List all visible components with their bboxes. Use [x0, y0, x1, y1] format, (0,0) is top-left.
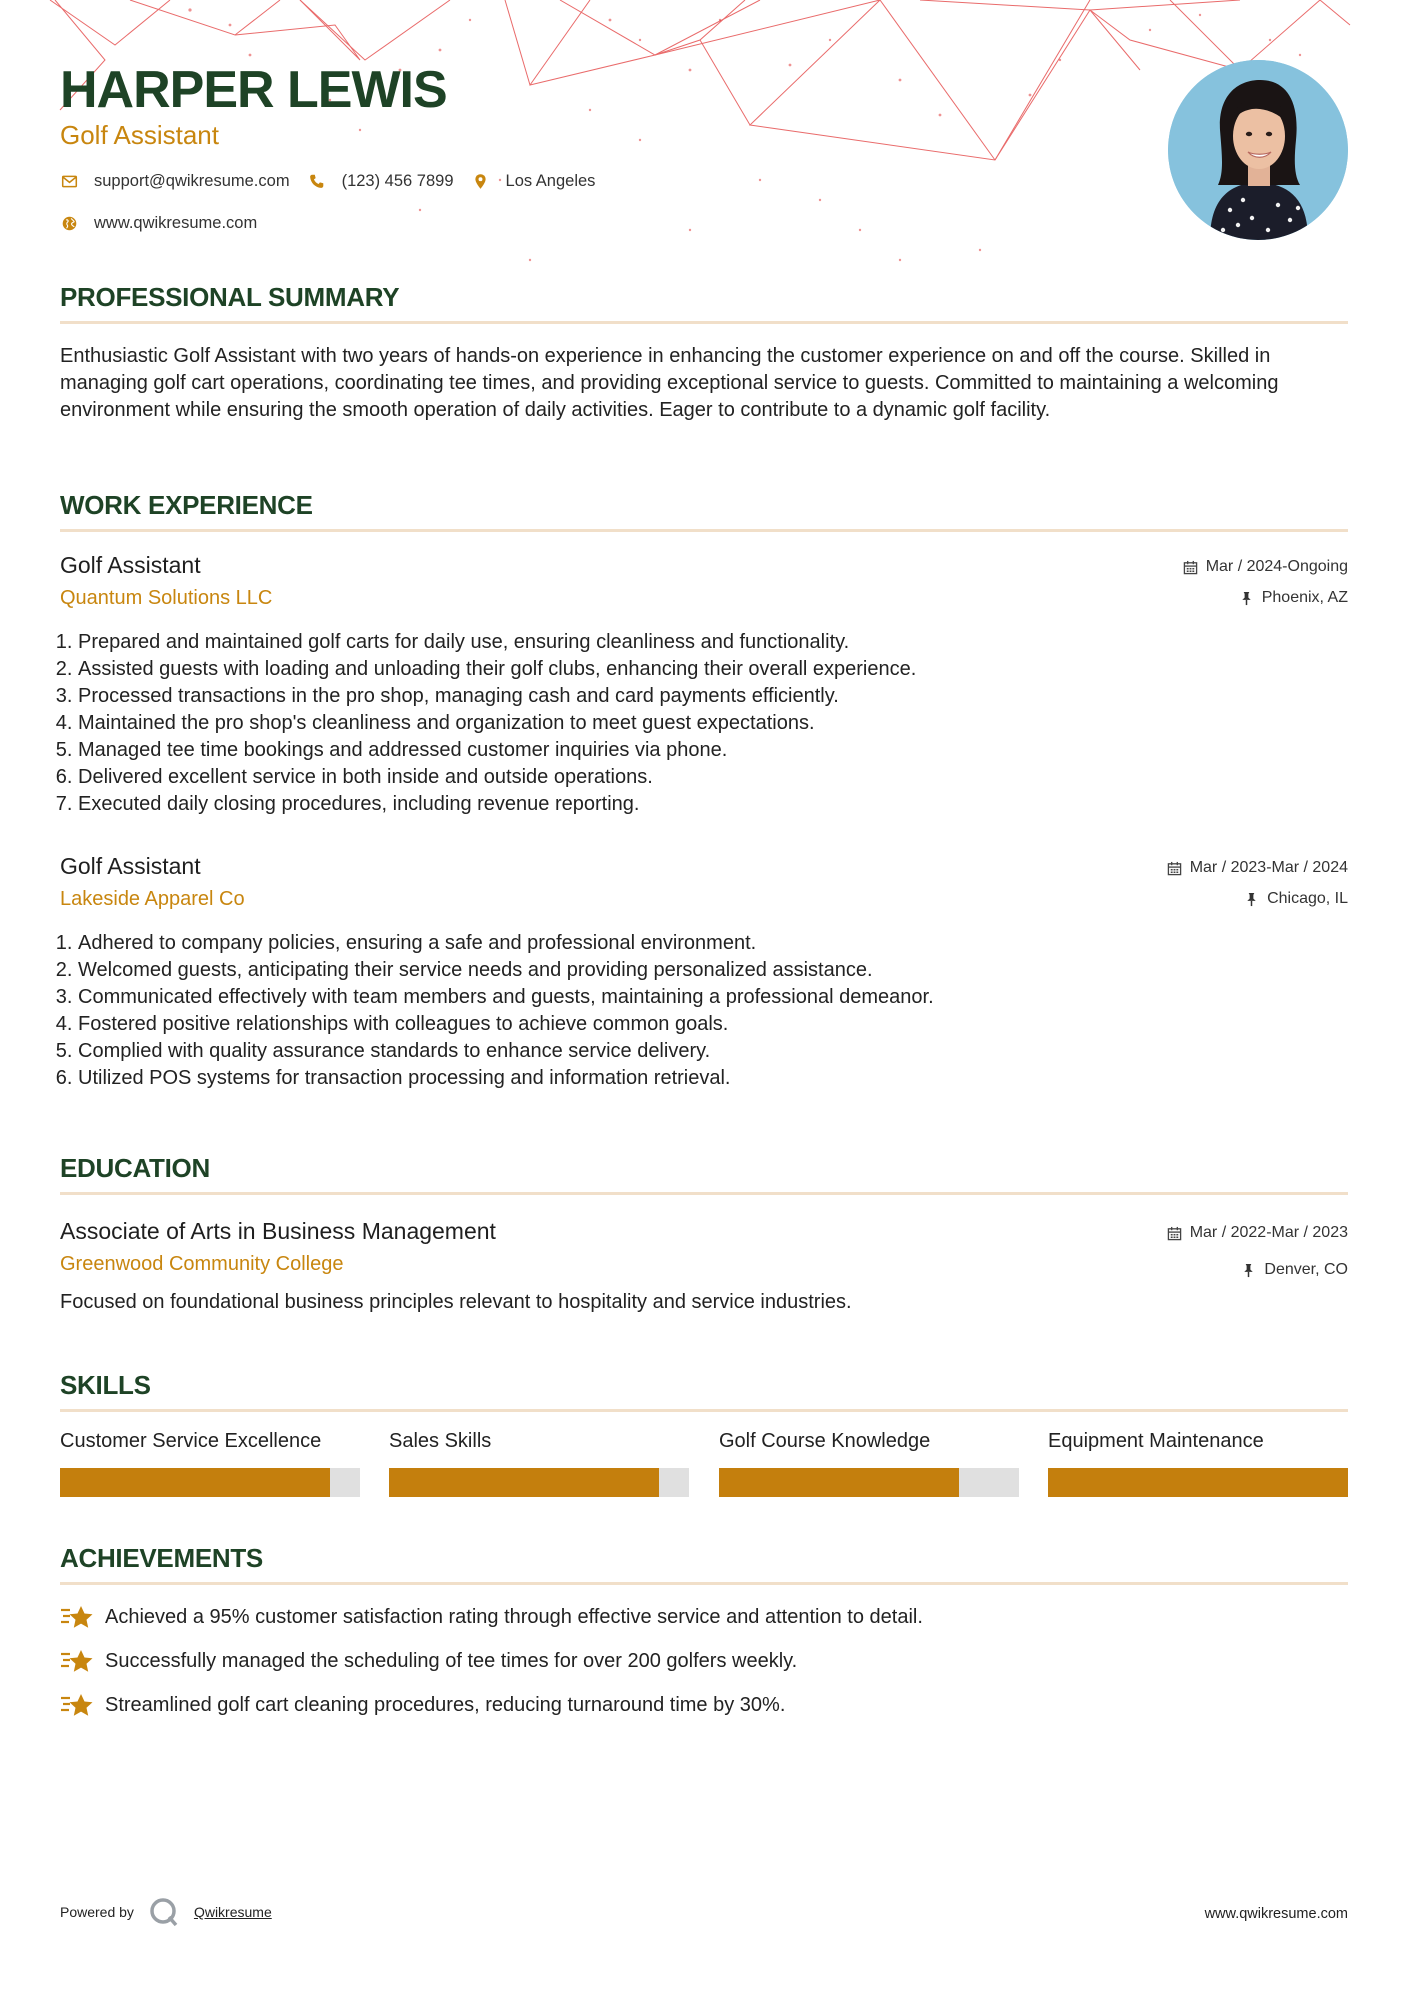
list-item: 7. Executed daily closing procedures, including revenue reporting.: [78, 791, 1348, 818]
contact-website[interactable]: [60, 214, 257, 233]
list-item: 1. Adhered to company policies, ensuring a safe and professional environment.: [78, 930, 1348, 957]
profile-photo: [1168, 60, 1348, 240]
phone-text: (123) 456 7899: [341, 172, 454, 190]
summary-heading: PROFESSIONAL SUMMARY: [60, 282, 400, 312]
contact-phone[interactable]: [308, 172, 454, 191]
school-name: Greenwood Community College: [60, 1253, 344, 1275]
skill-bar-track: [389, 1468, 689, 1497]
skill-label: Equipment Maintenance: [1048, 1430, 1264, 1452]
summary-text: Enthusiastic Golf Assistant with two years of hands-on experience in enhancing the customer experience on and off the course. Skilled in managing golf cart operations, coordinating tee times, and providing exceptional service to guests. Committed to maintaining a welcoming environment while ensuring the smooth operation of daily activities. Eager to contribute to a dynamic golf facility.: [60, 345, 1279, 421]
calendar-icon: [1183, 560, 1198, 575]
skill-label: Golf Course Knowledge: [719, 1430, 931, 1452]
summary-divider: [60, 321, 1348, 324]
education-date-text: Mar / 2022-Mar / 2023: [1189, 1224, 1348, 1241]
website-text: www.qwikresume.com: [94, 214, 258, 232]
skill-label: Sales Skills: [389, 1430, 492, 1452]
skills-heading: SKILLS: [60, 1370, 151, 1400]
powered-by-label: Powered by: [60, 1904, 134, 1920]
list-item: 5. Complied with quality assurance standards to enhance service delivery.: [78, 1038, 1348, 1065]
degree-title: Associate of Arts in Business Management: [60, 1218, 496, 1244]
achievement-item: [60, 1691, 785, 1719]
skill-label: Customer Service Excellence: [60, 1430, 322, 1452]
footer-powered-by: [60, 1896, 272, 1928]
achievement-item: [60, 1647, 797, 1675]
skill-bar-track: [60, 1468, 360, 1497]
phone-icon: [308, 173, 326, 191]
education-heading: EDUCATION: [60, 1153, 210, 1183]
map-pin-icon: [472, 173, 490, 191]
skill-bar-fill: [1048, 1468, 1348, 1497]
list-item: 2. Welcomed guests, anticipating their service needs and providing personalized assistance.: [78, 957, 1348, 984]
skill-bar-track: [719, 1468, 1019, 1497]
job-title: Golf Assistant: [60, 853, 201, 879]
job-location: [1239, 589, 1348, 607]
calendar-icon: [1167, 861, 1182, 876]
experience-heading: WORK EXPERIENCE: [60, 490, 313, 520]
list-item: 1. Prepared and maintained golf carts for daily use, ensuring cleanliness and functionality.: [78, 629, 1348, 656]
job-date-text: Mar / 2024-Ongoing: [1205, 558, 1348, 575]
job-date: [1167, 859, 1348, 877]
globe-icon: [60, 215, 78, 233]
experience-divider: [60, 529, 1348, 532]
contact-email[interactable]: [60, 172, 290, 191]
pushpin-icon: [1241, 1263, 1256, 1278]
skill-item: [1048, 1430, 1348, 1453]
star-achievement-icon: [60, 1647, 94, 1675]
company-name: Quantum Solutions LLC: [60, 587, 273, 609]
candidate-name: HARPER LEWIS: [60, 61, 447, 119]
job-1-responsibilities: [60, 629, 1348, 818]
list-item: 3. Processed transactions in the pro shop, managing cash and card payments efficiently.: [78, 683, 1348, 710]
education-description: Focused on foundational business principles relevant to hospitality and service industries.: [60, 1291, 852, 1313]
skill-bar-fill: [389, 1468, 659, 1497]
list-item: 3. Communicated effectively with team members and guests, maintaining a professional demeanor.: [78, 984, 1348, 1011]
education-divider: [60, 1192, 1348, 1195]
skill-bar-track: [1048, 1468, 1348, 1497]
job-location: [1244, 890, 1348, 908]
calendar-icon: [1167, 1226, 1182, 1241]
skill-item: [60, 1430, 360, 1453]
skills-divider: [60, 1409, 1348, 1412]
achievement-text: Achieved a 95% customer satisfaction rating through effective service and attention to detail.: [105, 1605, 923, 1628]
contact-row-2: [60, 214, 275, 233]
contact-location: [472, 172, 596, 191]
education-date: [1167, 1224, 1348, 1242]
achievement-text: Streamlined golf cart cleaning procedures, reducing turnaround time by 30%.: [105, 1693, 786, 1716]
list-item: 4. Maintained the pro shop's cleanliness and organization to meet guest expectations.: [78, 710, 1348, 737]
footer-website-link[interactable]: www.qwikresume.com: [1204, 1906, 1348, 1922]
skill-bar-fill: [60, 1468, 330, 1497]
education-location: [1241, 1261, 1348, 1279]
qwikresume-link[interactable]: Qwikresume: [193, 1904, 272, 1920]
list-item: 6. Delivered excellent service in both inside and outside operations.: [78, 764, 1348, 791]
achievements-divider: [60, 1582, 1348, 1585]
list-item: 5. Managed tee time bookings and addressed customer inquiries via phone.: [78, 737, 1348, 764]
education-location-text: Denver, CO: [1264, 1261, 1348, 1278]
job-2-responsibilities: [60, 930, 1348, 1092]
skill-bar-fill: [719, 1468, 959, 1497]
job-location-text: Chicago, IL: [1267, 890, 1348, 907]
achievements-heading: ACHIEVEMENTS: [60, 1543, 263, 1573]
skill-item: [719, 1430, 1019, 1453]
job-title: Golf Assistant: [60, 552, 201, 578]
company-name: Lakeside Apparel Co: [60, 888, 245, 910]
contact-row-1: [60, 172, 613, 191]
star-achievement-icon: [60, 1691, 94, 1719]
job-date: [1183, 558, 1348, 576]
email-text: support@qwikresume.com: [94, 172, 290, 190]
list-item: 4. Fostered positive relationships with colleagues to achieve common goals.: [78, 1011, 1348, 1038]
qwikresume-logo-icon: [148, 1896, 180, 1928]
achievement-item: [60, 1603, 923, 1631]
list-item: 6. Utilized POS systems for transaction processing and information retrieval.: [78, 1065, 1348, 1092]
pushpin-icon: [1239, 591, 1254, 606]
pushpin-icon: [1244, 892, 1259, 907]
location-text: Los Angeles: [505, 172, 596, 190]
job-date-text: Mar / 2023-Mar / 2024: [1189, 859, 1348, 876]
job-location-text: Phoenix, AZ: [1261, 589, 1348, 606]
list-item: 2. Assisted guests with loading and unloading their golf clubs, enhancing their overall experience.: [78, 656, 1348, 683]
star-achievement-icon: [60, 1603, 94, 1631]
achievement-text: Successfully managed the scheduling of tee times for over 200 golfers weekly.: [105, 1649, 798, 1672]
envelope-icon: [60, 173, 78, 191]
skills-grid: [60, 1430, 1348, 1500]
skill-item: [389, 1430, 689, 1453]
candidate-title: Golf Assistant: [60, 120, 219, 150]
